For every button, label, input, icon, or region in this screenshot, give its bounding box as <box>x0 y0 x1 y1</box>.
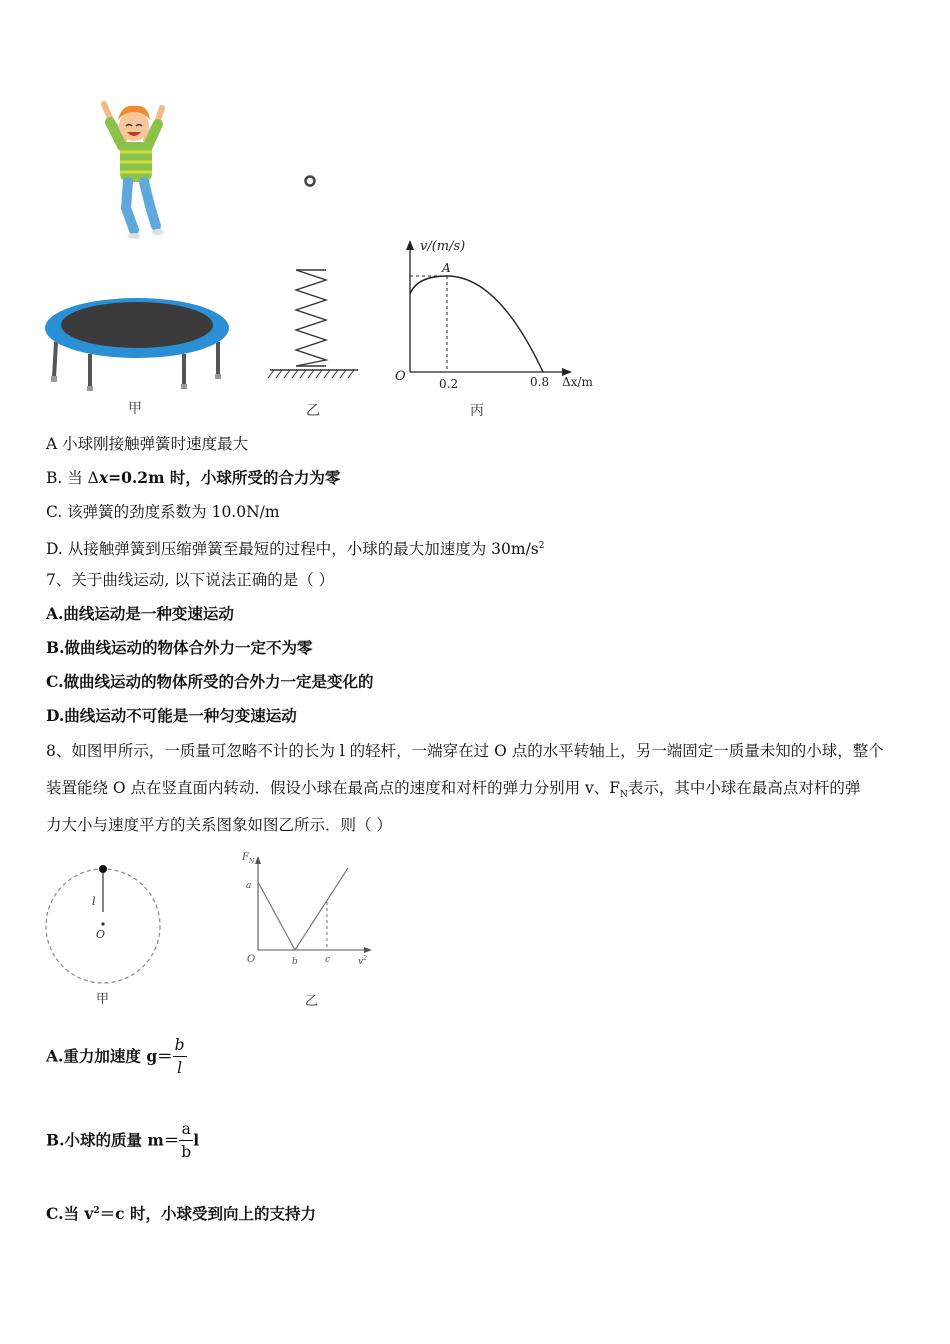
force-velocity-squared-graph <box>238 848 378 972</box>
graph2-origin: O <box>247 954 256 965</box>
velocity-curve <box>410 276 543 372</box>
q8-option-a: A.重力加速度 g＝ $\frac{b}{l}$ <box>46 1036 185 1077</box>
graph2-a-label: a <box>246 881 252 891</box>
q8-a-denominator: l <box>177 1059 183 1077</box>
q8-option-c: C.当 $v^2=c$ 时，小球受到向上的支持力 <box>46 1204 316 1224</box>
caption-jia-2: 甲 <box>96 992 110 1007</box>
graph2-ylabel: F <box>242 852 249 863</box>
graph1-origin: O <box>395 369 406 384</box>
q8-a-numerator: b <box>173 1034 187 1057</box>
graph1-xlabel: Δx/m <box>562 375 593 389</box>
q6-option-d: D. 从接触弹簧到压缩弹簧至最短的过程中，小球的最大加速度为 $30m/s^2$ <box>46 540 545 559</box>
circle-center-label: O <box>96 928 106 941</box>
q7-option-b: B.做曲线运动的物体合外力一定不为零 <box>46 638 313 657</box>
graph2-tick-b: b <box>292 957 298 967</box>
graph1-tick-0.8: 0.8 <box>530 375 550 389</box>
q8-option-b: B.小球的质量 m＝ $\frac{a}{b}$ l <box>46 1120 200 1161</box>
jumping-child-illustration <box>96 96 176 242</box>
q7-option-d: D.曲线运动不可能是一种匀变速运动 <box>46 706 297 725</box>
q6-option-a: A 小球刚接触弹簧时速度最大 <box>46 435 249 453</box>
svg-text:FN <box>241 852 255 865</box>
q8-stem-line1: 8、如图甲所示，一质量可忽略不计的长为 l 的轻杆，一端穿在过 O 点的水平转轴上，另一端固定一质量未知的小球，整个 <box>46 742 884 760</box>
trampoline-illustration <box>42 292 232 392</box>
rod-length-label: l <box>92 895 96 908</box>
caption-yi-1: 乙 <box>306 403 320 419</box>
rotating-rod-diagram <box>44 860 164 992</box>
graph1-tick-0.2: 0.2 <box>439 377 459 391</box>
q8-b-denominator: b <box>181 1143 192 1161</box>
spring-diagram <box>264 266 364 386</box>
q7-option-a: A.曲线运动是一种变速运动 <box>46 604 234 623</box>
q6-option-b: B. 当 Δx=0.2m 时，小球所受的合力为零 <box>46 468 341 487</box>
graph1-ylabel: v/(m/s) <box>420 239 466 254</box>
svg-text:v2 <box>358 955 367 967</box>
graph2-xlabel: v <box>358 957 364 967</box>
caption-bing-1: 丙 <box>470 403 484 419</box>
graph2-xlabel-sup: 2 <box>363 955 367 962</box>
small-ball <box>302 174 318 190</box>
force-curve <box>258 868 348 950</box>
caption-yi-2: 乙 <box>305 994 319 1009</box>
velocity-displacement-graph <box>390 232 610 396</box>
graph2-ylabel-sub: N <box>248 858 255 865</box>
caption-jia-1: 甲 <box>128 401 142 417</box>
graph1-peak-label: A <box>442 261 451 275</box>
q8-stem-line3: 力大小与速度平方的关系图象如图乙所示．则（ ） <box>46 816 392 834</box>
q8-b-numerator: a <box>179 1118 193 1141</box>
q8-stem-line2: 装置能绕 O 点在竖直面内转动．假设小球在最高点的速度和对杆的弹力分别用 v、$F_N$表示，其中小球在最高点对杆的弹 <box>46 779 861 801</box>
q6-option-c: C. 该弹簧的劲度系数为 10.0N/m <box>46 503 280 521</box>
q7-option-c: C.做曲线运动的物体所受的合外力一定是变化的 <box>46 672 374 691</box>
q7-stem: 7、关于曲线运动, 以下说法正确的是（ ） <box>46 571 335 589</box>
graph2-tick-c: c <box>325 955 331 965</box>
